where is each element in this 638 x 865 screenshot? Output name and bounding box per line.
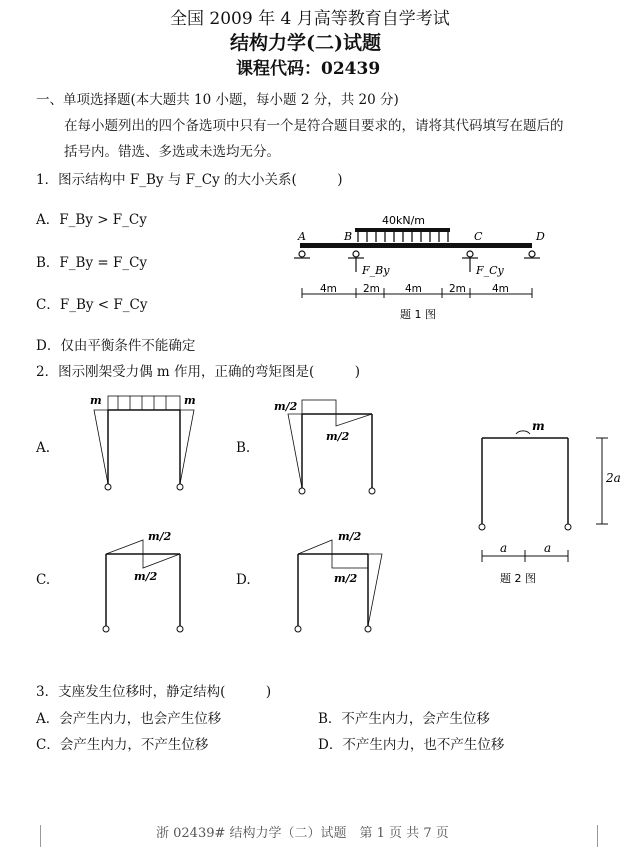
q3-option-b: B．不产生内力，会产生位移 [318,711,490,727]
dim-4: 2m [449,283,466,295]
q2-figure-a [80,392,200,504]
figure-2-frame [456,412,621,592]
crop-mark-right [597,825,620,847]
paper-title: 结构力学(二)试题 [230,32,381,54]
load-top-bar [355,228,450,232]
q2-figure-d [286,528,396,640]
q2-option-d-label: D. [236,572,251,588]
figure-1-beam [280,210,560,330]
q2-option-c-label: C. [36,572,51,588]
q2-figure-b [270,394,390,504]
figure-2-caption: 题 2 图 [500,572,536,585]
q3-option-d: D．不产生内力，也不产生位移 [318,737,505,753]
fig-d-top-label: m/2 [338,530,362,543]
q2-figure-c [88,528,208,640]
fig-a-left-label: m [90,394,102,407]
load-arrows [358,232,448,242]
fig-a-right-label: m [184,394,196,407]
page-footer: 浙 02439# 结构力学（二）试题 第 1 页 共 7 页 [156,826,449,841]
width-label-1: a [500,541,508,555]
q1-option-b: B．F_By = F_Cy [36,255,148,271]
q1-option-c: C．F_By < F_Cy [36,297,148,313]
q2-option-a-label: A. [36,440,51,456]
load-label: 40kN/m [382,214,426,227]
fig-c-top-label: m/2 [148,530,172,543]
q1-option-d: D．仅由平衡条件不能确定 [36,338,196,354]
force-fby-label: F_By [362,264,390,277]
fig-b-mid-label: m/2 [326,430,350,443]
dim-2: 2m [363,283,380,295]
q1-option-a: A．F_By > F_Cy [36,212,147,228]
section-heading: 一、单项选择题(本大题共 10 小题，每小题 2 分，共 20 分) [36,92,399,108]
instruction-line-1: 在每小题列出的四个备选项中只有一个是符合题目要求的，请将其代码填写在题后的 [64,118,564,134]
q1-stem: 1．图示结构中 F_By 与 F_Cy 的大小关系( ) [36,172,343,188]
q3-option-a: A．会产生内力，也会产生位移 [36,711,222,727]
figure-1-caption: 题 1 图 [400,308,436,321]
dim-1: 4m [320,283,337,295]
instruction-line-2: 括号内。错选、多选或未选均无分。 [64,144,280,160]
width-label-2: a [544,541,552,555]
q3-option-c: C．会产生内力，不产生位移 [36,737,209,753]
fig-b-top-label: m/2 [274,400,298,413]
node-a-label: A [298,230,306,243]
node-b-label: B [344,230,353,243]
dim-3: 4m [405,283,422,295]
force-fcy-label: F_Cy [476,264,504,277]
course-code: 课程代码：02439 [236,59,381,79]
fig-c-mid-label: m/2 [134,570,158,583]
node-c-label: C [474,230,483,243]
supports [294,251,540,258]
moment-label: m [532,419,545,433]
beam [300,243,532,248]
node-d-label: D [536,230,545,243]
dim-5: 4m [492,283,509,295]
crop-mark-left [18,825,41,847]
exam-title: 全国 2009 年 4 月高等教育自学考试 [170,9,450,29]
q2-option-b-label: B. [236,440,251,456]
q3-stem: 3．支座发生位移时，静定结构( ) [36,684,272,700]
height-label: 2a [606,471,621,485]
fig-d-mid-label: m/2 [334,572,358,585]
q2-stem: 2．图示刚架受力偶 m 作用，正确的弯矩图是( ) [36,364,361,380]
moment-arrow [516,431,530,434]
